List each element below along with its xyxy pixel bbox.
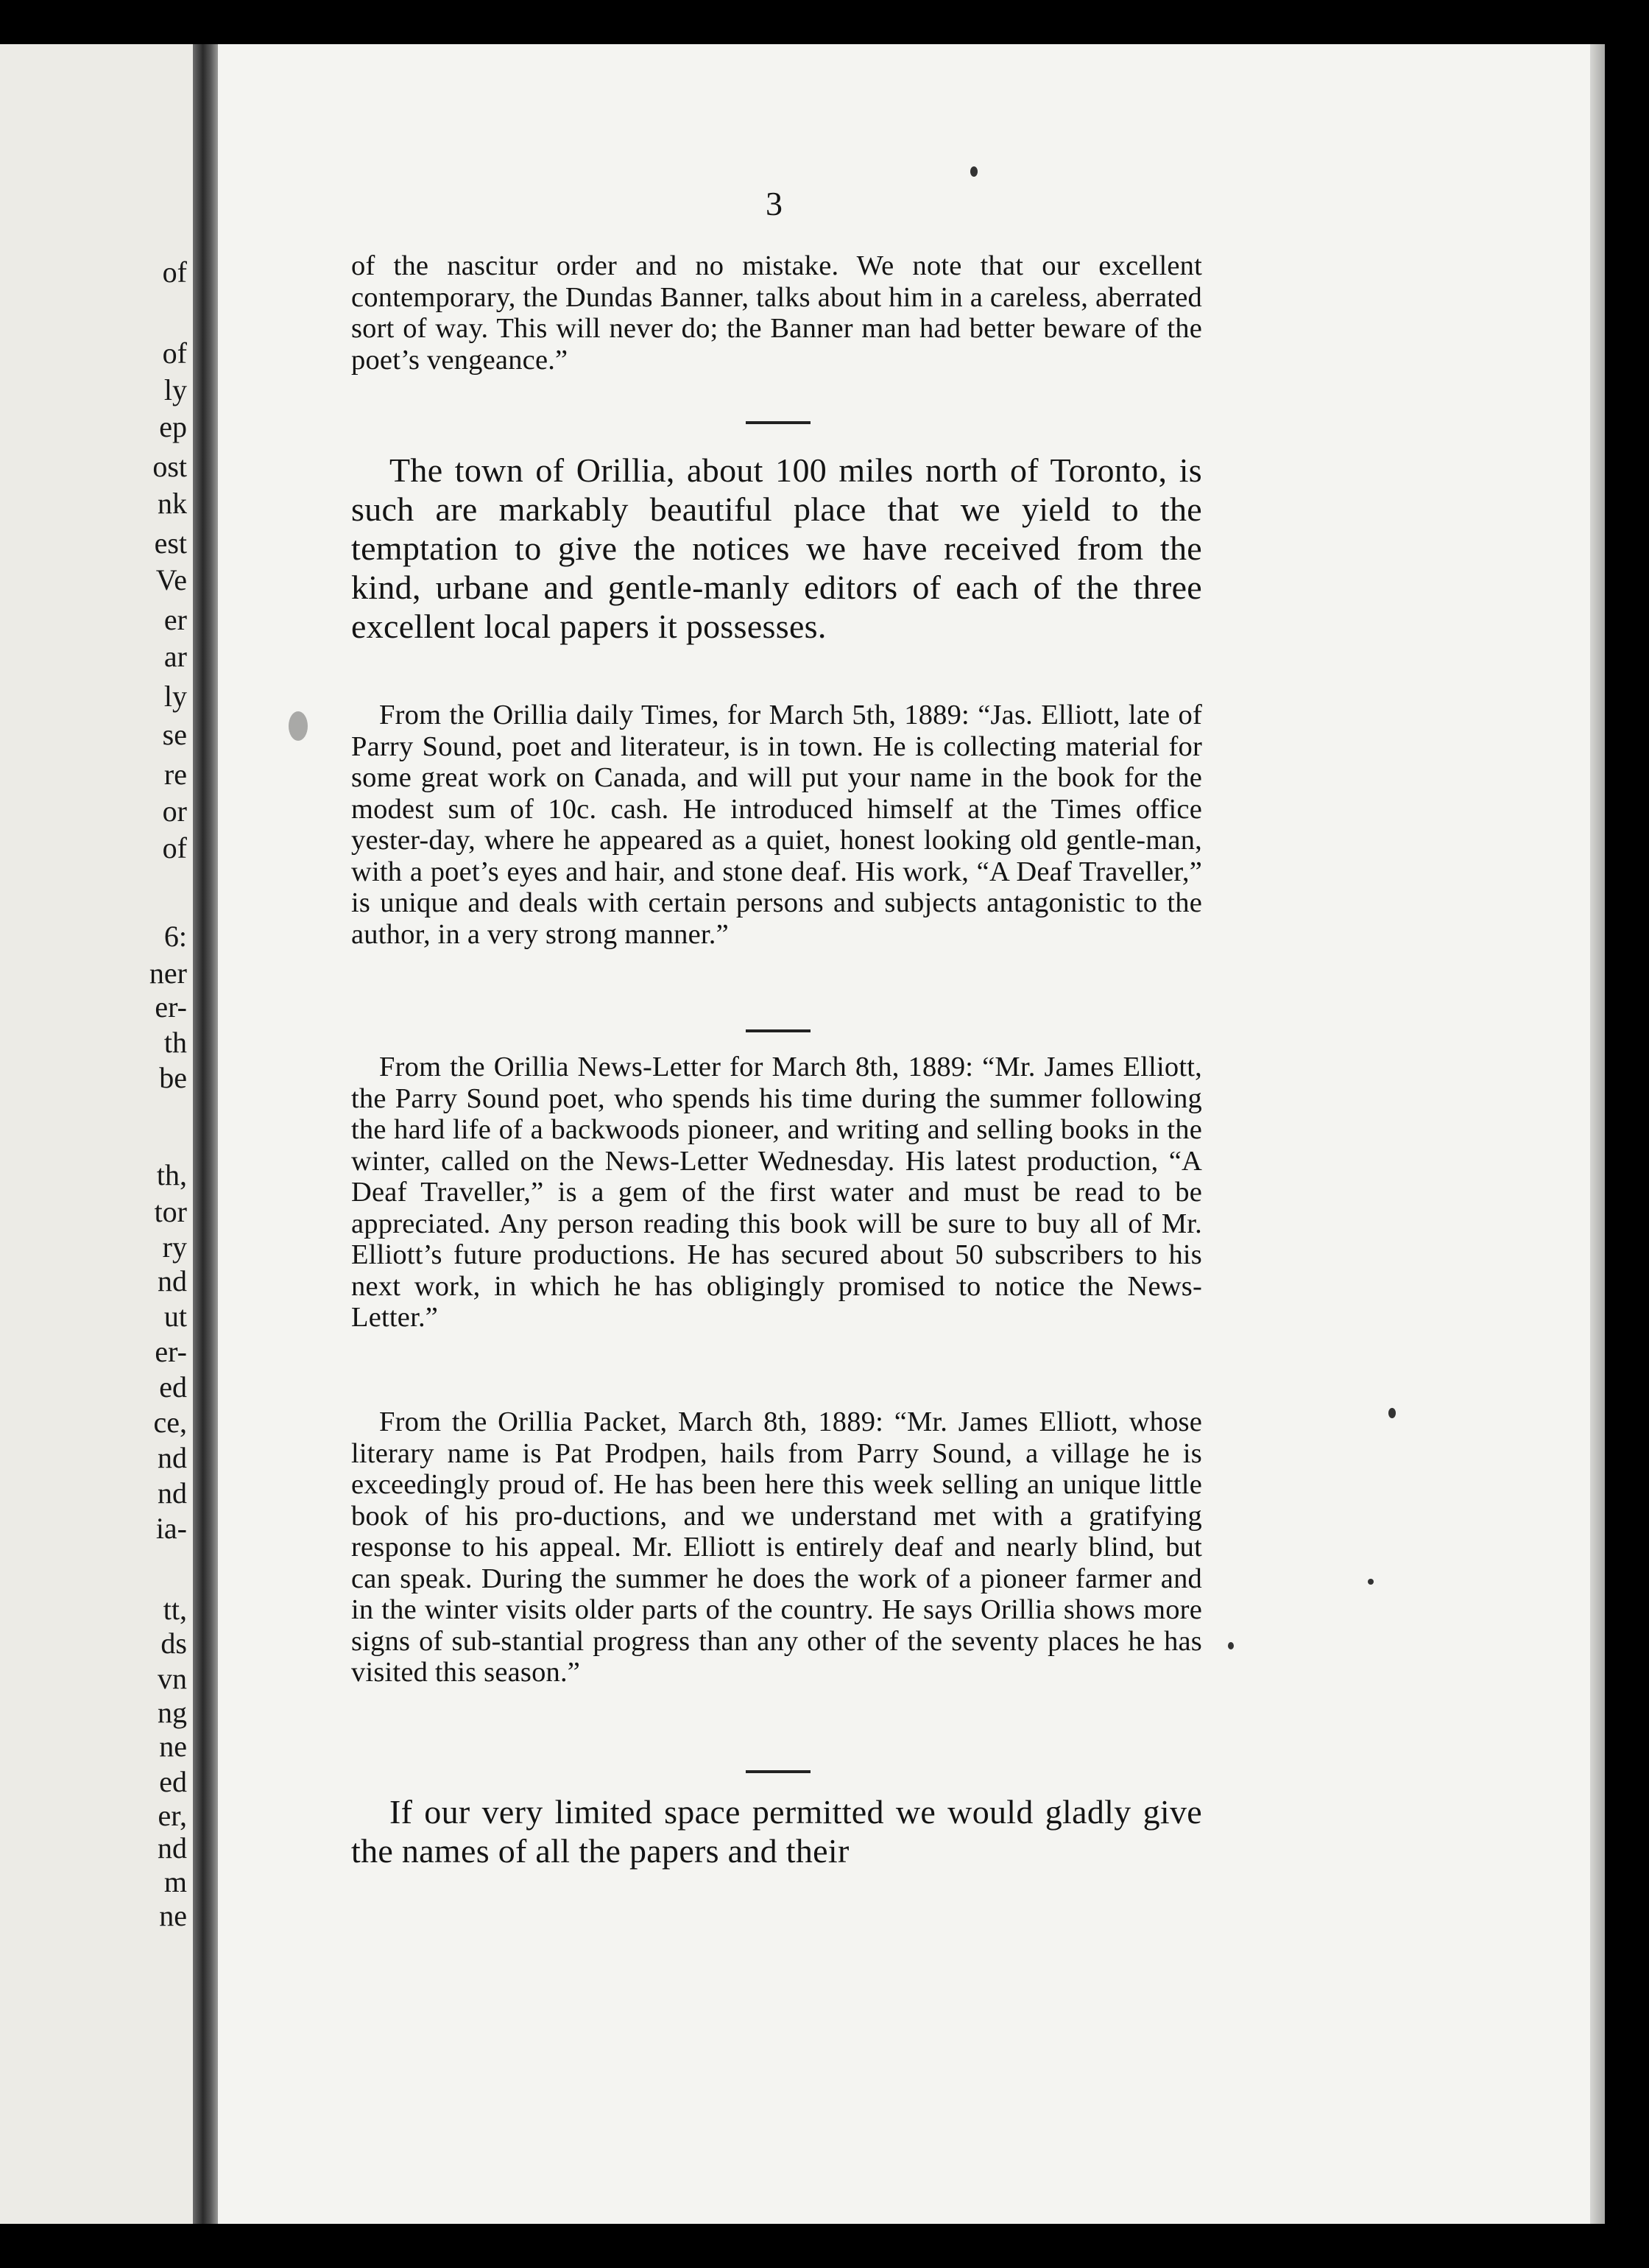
facing-page-fragment: th, — [156, 1158, 187, 1191]
paragraph-times-notice — [351, 700, 1202, 950]
paragraph-text: From the Orillia daily Times, for March 5th, 1889: “Jas. Elliott, late of Parry Sound, poet and literateur, is in town. He is collecting material for some great work on Canada, and will put your name in the book for the modest sum of 10c. cash. He introduced himself at the Times office yester-day, where he appeared as a quiet, honest looking old gentle-man, with a poet’s eyes and hair, and stone deaf. His work, “A Deaf Traveller,” is unique and deals with certain persons and subjects antagonistic to the author, in a very strong manner.” — [351, 700, 1202, 950]
paragraph-newsletter-notice — [351, 1052, 1202, 1334]
paragraph-packet-notice — [351, 1406, 1202, 1688]
facing-page-fragment: ne — [159, 1730, 187, 1763]
facing-page-fragment: of — [162, 256, 187, 289]
facing-page-fragment: nd — [158, 1264, 187, 1297]
facing-page-fragment: m — [163, 1865, 187, 1898]
facing-page-fragment: se — [162, 718, 187, 751]
facing-page-fragment: ar — [163, 640, 187, 673]
ink-speck — [1228, 1642, 1234, 1649]
facing-page-fragment: vn — [158, 1662, 187, 1695]
paragraph-text: of the nascitur order and no mistake. We note that our excellent contemporary, the Dundas Banner, talks about him in a careless, aberrated sort of way. This will never do; the Banner man had better beware of the poet’s vengeance.” — [351, 250, 1202, 376]
paragraph-text: From the Orillia News-Letter for March 8th, 1889: “Mr. James Elliott, the Parry Sound poet, who spends his time during the summer following the hard life of a backwoods pioneer, and writing and selling books in the winter, called on the News-Letter Wednesday. His latest production, “A Deaf Traveller,” is a gem of the first water and must be read to be appreciated. Any person reading this book will be sure to buy all of Mr. Elliott’s future productions. He has secured about 50 subscribers to his next work, in which he has obligingly promised to notice the News-Letter.” — [351, 1052, 1202, 1333]
facing-page-fragment: er- — [155, 990, 187, 1024]
facing-page-fragment: nk — [158, 487, 187, 520]
facing-page-fragment: tt, — [163, 1593, 187, 1626]
facing-page-fragment: ds — [160, 1627, 187, 1660]
facing-page-fragment: ry — [162, 1230, 187, 1264]
facing-page-fragment: be — [159, 1061, 187, 1094]
facing-page-fragment: ia- — [155, 1512, 187, 1545]
facing-page-fragment: ep — [159, 410, 187, 443]
facing-page-fragment: ne — [159, 1899, 187, 1932]
facing-page-fragment: ed — [159, 1370, 187, 1404]
ink-smudge — [289, 711, 308, 741]
page-edge — [1590, 44, 1605, 2224]
facing-page-fragment: est — [154, 526, 187, 560]
facing-page-fragment: tor — [154, 1195, 187, 1228]
section-rule — [746, 1029, 811, 1032]
facing-page-fragment: of — [162, 337, 187, 370]
book-gutter — [193, 44, 218, 2224]
facing-page-fragment: th — [163, 1026, 187, 1059]
facing-page-fragment: ce, — [153, 1406, 187, 1439]
facing-page-fragment: ost — [152, 450, 187, 483]
facing-page-fragment: nd — [158, 1831, 187, 1864]
facing-page-fragment: er- — [155, 1335, 187, 1368]
facing-page-fragment: er — [163, 603, 187, 636]
facing-page-fragment: ner — [149, 957, 187, 990]
facing-page-fragment: er, — [158, 1799, 187, 1832]
facing-page-fragment: Ve — [155, 563, 187, 596]
facing-page-fragment: ly — [163, 373, 187, 406]
facing-page-fragment: ng — [158, 1696, 187, 1729]
ink-speck — [1368, 1579, 1374, 1585]
facing-page-margin — [0, 44, 193, 2224]
facing-page-fragment: ut — [163, 1300, 187, 1333]
facing-page-fragment: or — [162, 795, 187, 828]
ink-speck — [970, 166, 978, 177]
facing-page-fragment: of — [162, 831, 187, 864]
paragraph-text: From the Orillia Packet, March 8th, 1889: “Mr. James Elliott, whose literary name is Pat Prodpen, hails from Parry Sound, a village he is exceedingly proud of. He has been here this week selling an unique little book of his pro-ductions, and we understand met with a gratifying response to his appeal. Mr. Elliott is entirely deaf and nearly blind, but can speak. During the summer he does the work of a pioneer farmer and in the winter visits older parts of the country. He says Orillia shows more signs of sub-stantial progress than any other of the seventy places he has visited this season.” — [351, 1406, 1202, 1688]
facing-page-fragment: ly — [163, 680, 187, 713]
facing-page-fragment: nd — [158, 1476, 187, 1510]
facing-page-fragment: re — [163, 758, 187, 791]
section-rule — [746, 421, 811, 424]
facing-page-fragment: nd — [158, 1441, 187, 1474]
page-number: 3 — [766, 185, 783, 222]
paragraph-orillia-intro — [351, 451, 1202, 646]
facing-page-fragment: 6: — [163, 920, 187, 953]
paragraph-space-note — [351, 1792, 1202, 1870]
section-rule — [746, 1770, 811, 1773]
paragraph-text: The town of Orillia, about 100 miles north of Toronto, is such are markably beautiful place that we yield to the temptation to give the notices we have received from the kind, urbane and gentle-manly editors of each of the three excellent local papers it possesses. — [351, 451, 1202, 645]
paragraph-continuation — [351, 250, 1202, 376]
ink-speck — [1388, 1408, 1396, 1418]
paragraph-text: If our very limited space permitted we would gladly give the names of all the papers and their — [351, 1793, 1202, 1870]
facing-page-fragment: ed — [159, 1765, 187, 1798]
